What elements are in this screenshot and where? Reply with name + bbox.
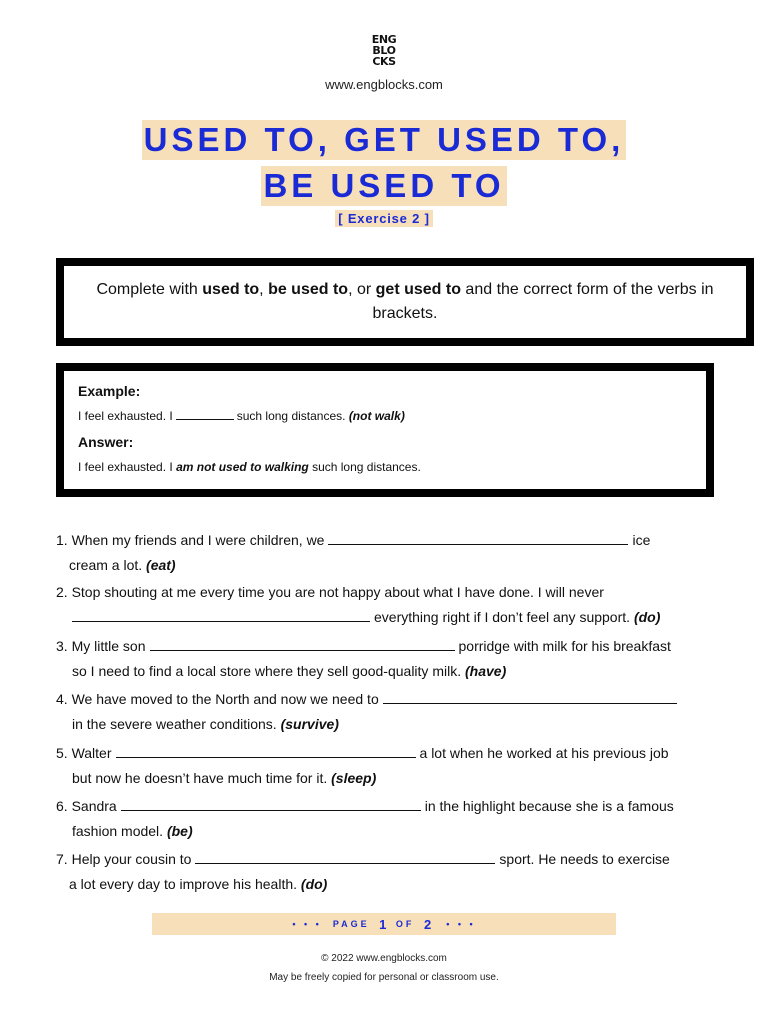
question-7 <box>56 847 716 897</box>
instruction-bold: be used to <box>268 281 349 298</box>
exercise-text: [ Exercise 2 ] <box>335 210 432 227</box>
title-line-2 <box>0 166 768 206</box>
question-number: 7. <box>56 851 68 867</box>
example-box <box>56 363 714 497</box>
title-text-1: USED TO, GET USED TO, <box>143 121 625 158</box>
answer-pre: I feel exhausted. I <box>78 460 177 474</box>
question-text: We have moved to the North and now we need to <box>71 691 379 707</box>
example-pre: I feel exhausted. I <box>78 409 173 423</box>
question-continuation <box>56 712 716 737</box>
question-text: so I need to find a local store where they sell good-quality milk. <box>72 663 462 679</box>
question-number: 2. <box>56 584 68 600</box>
instruction-text <box>84 278 726 326</box>
question-text: in the severe weather conditions. <box>72 716 277 732</box>
answer-blank[interactable] <box>121 796 421 811</box>
page-total: 2 <box>423 916 432 932</box>
question-text: ice <box>632 532 651 548</box>
question-verb: (have) <box>465 663 507 679</box>
usage-note: May be freely copied for personal or classroom use. <box>269 972 499 983</box>
question-5 <box>56 741 716 791</box>
question-text: Sandra <box>71 798 117 814</box>
instruction-bold: used to <box>202 281 260 298</box>
question-verb: (be) <box>166 823 193 839</box>
question-text: fashion model. <box>72 823 164 839</box>
page-number: 1 <box>379 916 387 932</box>
question-number: 3. <box>56 638 68 654</box>
question-text: sport. He needs to exercise <box>499 851 670 867</box>
question-text: cream a lot. <box>69 557 143 573</box>
dots-decoration: • • • <box>446 919 476 929</box>
copyright: © 2022 www.engblocks.com <box>321 953 447 964</box>
question-text: porridge with milk for his breakfast <box>458 638 671 654</box>
question-verb: (do) <box>300 876 328 892</box>
question-continuation <box>56 766 716 791</box>
question-4 <box>56 687 716 737</box>
answer-sentence <box>78 460 421 474</box>
instruction-part: , <box>259 281 269 298</box>
question-continuation <box>56 659 716 684</box>
question-text: a lot when he worked at his previous job <box>419 745 669 761</box>
answer-blank[interactable] <box>195 849 495 864</box>
instruction-part: Complete with <box>96 281 203 298</box>
question-number: 5. <box>56 745 68 761</box>
question-text: Walter <box>71 745 112 761</box>
question-text: a lot every day to improve his health. <box>69 876 298 892</box>
question-continuation <box>56 872 716 897</box>
question-verb: (sleep) <box>331 770 377 786</box>
title-text-2: BE USED TO <box>263 167 505 204</box>
question-text: My little son <box>71 638 146 654</box>
instruction-box <box>56 258 754 346</box>
example-label: Example: <box>78 383 141 399</box>
question-text: everything right if I don’t feel any support. <box>374 609 631 625</box>
logo-line: ENG <box>371 33 397 46</box>
logo-line: CKS <box>372 55 396 68</box>
answer-label: Answer: <box>78 434 134 450</box>
logo-line: BLO <box>372 44 396 57</box>
example-blank <box>176 409 234 420</box>
question-verb: (survive) <box>280 716 339 732</box>
question-continuation <box>56 553 716 578</box>
answer-blank[interactable] <box>383 689 677 704</box>
of-word: OF <box>395 919 415 929</box>
question-continuation <box>56 605 716 630</box>
instruction-bold: get used to <box>375 281 461 298</box>
question-number: 4. <box>56 691 68 707</box>
example-verb: (not walk) <box>348 409 405 423</box>
answer-blank[interactable] <box>116 743 416 758</box>
question-continuation <box>56 819 716 844</box>
question-text: in the highlight because she is a famous <box>424 798 674 814</box>
page-indicator <box>152 913 616 935</box>
question-text: When my friends and I were children, we <box>71 532 325 548</box>
question-number: 6. <box>56 798 68 814</box>
question-verb: (do) <box>633 609 661 625</box>
answer-blank[interactable] <box>328 530 628 545</box>
dots-decoration: • • • <box>292 919 322 929</box>
question-1 <box>56 528 716 578</box>
example-sentence <box>78 409 405 423</box>
answer-blank[interactable] <box>150 636 455 651</box>
question-verb: (eat) <box>146 557 176 573</box>
exercise-label <box>0 210 768 228</box>
question-text: Stop shouting at me every time you are not happy about what I have done. I will never <box>71 584 604 600</box>
instruction-part: and the correct form of the verbs in brackets. <box>372 281 714 322</box>
instruction-part: , or <box>348 281 376 298</box>
page-word: PAGE <box>332 919 370 929</box>
site-url: www.engblocks.com <box>325 77 443 92</box>
answer-blank[interactable] <box>72 607 370 622</box>
question-3 <box>56 634 716 684</box>
question-text: Help your cousin to <box>71 851 192 867</box>
engblocks-logo <box>366 34 402 67</box>
question-6 <box>56 794 716 844</box>
example-post: such long distances. <box>236 409 346 423</box>
answer-post: such long distances. <box>308 460 421 474</box>
title-line-1 <box>0 120 768 160</box>
question-text: but now he doesn’t have much time for it. <box>72 770 328 786</box>
question-2 <box>56 580 716 630</box>
question-number: 1. <box>56 532 68 548</box>
answer-bold: am not used to walking <box>176 460 309 474</box>
